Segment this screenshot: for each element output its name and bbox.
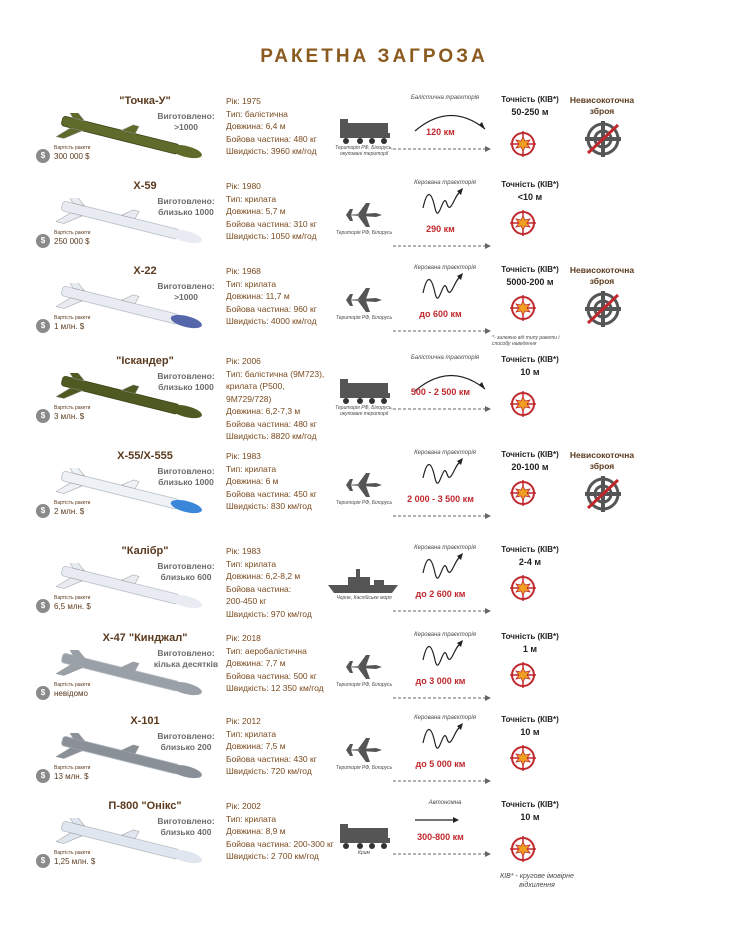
produced-info <box>150 281 222 303</box>
spec-line: Тип: крилата <box>226 558 277 569</box>
launch-location: Чорне, Каспійське моря <box>336 595 392 601</box>
produced-value: близько 400 <box>160 827 212 837</box>
dashed-arrow-icon <box>393 601 493 607</box>
produced-info <box>150 371 222 393</box>
cost-label: Вартість ракети <box>54 595 91 601</box>
launch-location: Територія РФ, Білорусь, окуповані території <box>335 405 393 417</box>
trajectory-icon <box>405 551 495 585</box>
spec-line: Бойова частина: 450 кг <box>226 488 317 499</box>
coin-icon: $ <box>36 234 50 248</box>
produced-label: Виготовлено: <box>157 816 215 826</box>
spec-line: Довжина: 6,4 м <box>226 121 286 131</box>
missile-row <box>0 180 748 270</box>
accuracy-title: Точність (КІВ*) <box>501 265 559 274</box>
spec-line: Швидкість: 4000 км/год <box>226 316 317 326</box>
crossed-target-icon <box>582 476 624 512</box>
specs <box>226 715 341 778</box>
spec-line: Рік: 2002 <box>226 801 261 811</box>
trajectory-icon <box>405 456 495 490</box>
cost-value: 1 млн. $ <box>54 322 85 331</box>
missile-name: Х-22 <box>133 265 157 277</box>
target-icon <box>510 662 536 688</box>
trajectory-label: Керована траєкторія <box>414 180 476 186</box>
truck-launcher-icon <box>328 375 398 405</box>
spec-line: Довжина: 6,2-7,3 м <box>226 406 301 416</box>
produced-value: близько 600 <box>160 572 212 582</box>
accuracy-title: Точність (КІВ*) <box>501 450 559 459</box>
coin-icon: $ <box>36 319 50 333</box>
spec-line: Тип: балістична <box>226 108 288 119</box>
produced-info <box>150 561 222 583</box>
cost-value: 3 млн. $ <box>54 412 85 421</box>
spec-line: Рік: 1968 <box>226 266 261 276</box>
specs <box>226 265 341 328</box>
spec-line: Довжина: 6,2-8,2 м <box>226 571 301 581</box>
coin-icon: $ <box>36 854 50 868</box>
produced-value: близько 1000 <box>158 207 214 217</box>
spec-line: Швидкість: 830 км/год <box>226 501 312 511</box>
spec-line: Бойова частина: 310 кг <box>226 218 317 229</box>
trajectory-label: Балістична траєкторія <box>410 95 480 101</box>
spec-line: Бойова частина: 430 кг <box>226 753 317 764</box>
spec-line: Бойова частина: 960 кг <box>226 303 317 314</box>
spec-line: Бойова частина: 480 кг <box>226 133 317 144</box>
cost-label: Вартість ракети <box>54 405 91 411</box>
produced-label: Виготовлено: <box>157 371 215 381</box>
launch-location: Територія РФ, Білорусь, окуповані території <box>335 145 393 157</box>
accuracy-value: 10 м <box>520 812 540 822</box>
cost-value: 13 млн. $ <box>54 772 89 781</box>
note: *- залежно від типу ракети і способу наведення <box>492 335 560 347</box>
spec-line: Тип: крилата <box>226 813 277 824</box>
coin-icon: $ <box>36 504 50 518</box>
specs <box>226 95 341 158</box>
target-icon <box>510 745 536 771</box>
missile-row <box>0 450 748 540</box>
cost-label: Вартість ракети <box>54 145 91 151</box>
specs <box>226 800 341 863</box>
produced-value: близько 200 <box>160 742 212 752</box>
spec-line: Рік: 2018 <box>226 633 261 643</box>
produced-label: Виготовлено: <box>157 731 215 741</box>
missile-name: Х-55/Х-555 <box>117 450 173 462</box>
missile-name: Х-101 <box>130 715 160 727</box>
spec-line: Довжина: 6 м <box>226 476 279 486</box>
footnote: КІВ* - кругове імовірне відхилення <box>500 873 574 889</box>
jet-icon <box>328 470 398 500</box>
missile-name: Х-59 <box>133 180 157 192</box>
produced-value: близько 1000 <box>158 382 214 392</box>
produced-value: близько 1000 <box>158 477 214 487</box>
accuracy-value: 10 м <box>520 367 540 377</box>
produced-label: Виготовлено: <box>157 196 215 206</box>
cost-value: невідомо <box>54 689 88 698</box>
produced-info <box>150 466 222 488</box>
target-icon <box>510 391 536 417</box>
spec-line: Тип: крилата <box>226 728 277 739</box>
spec-line: Довжина: 7,7 м <box>226 658 286 668</box>
accuracy-value: 1 м <box>522 644 538 654</box>
coin-icon: $ <box>36 769 50 783</box>
accuracy-title: Точність (КІВ*) <box>501 800 559 809</box>
coin-icon: $ <box>36 149 50 163</box>
cost-value: 6,5 млн. $ <box>54 602 91 611</box>
spec-line: Довжина: 11,7 м <box>226 291 290 301</box>
spec-line: Швидкість: 8820 км/год <box>226 431 317 441</box>
accuracy-title: Точність (КІВ*) <box>501 95 559 104</box>
accuracy-value: 20-100 м <box>511 462 549 472</box>
spec-line: Швидкість: 2 700 км/год <box>226 851 319 861</box>
produced-value: >1000 <box>174 122 198 132</box>
dashed-arrow-icon <box>393 236 493 242</box>
produced-value: кілька десятків <box>153 659 219 669</box>
jet-icon <box>328 652 398 682</box>
spec-line: Рік: 1983 <box>226 451 261 461</box>
specs <box>226 545 341 620</box>
launch-location: Територія РФ, Білорусь <box>335 682 393 688</box>
specs <box>226 180 341 243</box>
missile-name: "Точка-У" <box>119 95 171 107</box>
spec-line: крилата (Р500, <box>226 381 285 391</box>
produced-label: Виготовлено: <box>157 281 215 291</box>
dashed-arrow-icon <box>393 844 493 850</box>
spec-line: Довжина: 5,7 м <box>226 206 286 216</box>
range-value: 2 000 - 3 500 км <box>407 494 474 504</box>
coin-icon: $ <box>36 409 50 423</box>
dashed-arrow-icon <box>393 399 493 405</box>
spec-line: Довжина: 7,5 м <box>226 741 286 751</box>
cost-label: Вартість ракети <box>54 682 91 688</box>
missile-name: Х-47 "Кинджал" <box>102 632 188 644</box>
accuracy-value: <10 м <box>517 192 543 202</box>
missile-row <box>0 632 748 722</box>
accuracy-title: Точність (КІВ*) <box>501 180 559 189</box>
coin-icon: $ <box>36 599 50 613</box>
produced-label: Виготовлено: <box>157 466 215 476</box>
cost-value: 300 000 $ <box>54 152 90 161</box>
trajectory-label: Балістична траєкторія <box>410 355 480 361</box>
accuracy-title: Точність (КІВ*) <box>501 545 559 554</box>
range-value: до 600 км <box>419 309 462 319</box>
accuracy-value: 50-250 м <box>511 107 549 117</box>
missile-row <box>0 265 748 355</box>
launch-location: Територія РФ, Білорусь <box>335 230 393 236</box>
launch-location: Територія РФ, Білорусь <box>335 315 393 321</box>
produced-info <box>150 816 222 838</box>
range-value: до 5 000 км <box>415 759 466 769</box>
produced-label: Виготовлено: <box>157 111 215 121</box>
spec-line: 200-450 кг <box>226 596 267 606</box>
cost-label: Вартість ракети <box>54 500 91 506</box>
ship-icon <box>328 565 398 595</box>
specs <box>226 450 341 513</box>
target-icon <box>510 131 536 157</box>
produced-info <box>150 648 222 670</box>
accuracy-value: 10 м <box>520 727 540 737</box>
produced-label: Виготовлено: <box>157 648 215 658</box>
target-icon <box>510 210 536 236</box>
cost-label: Вартість ракети <box>54 850 91 856</box>
missile-row <box>0 95 748 185</box>
dashed-arrow-icon <box>393 506 493 512</box>
cost-label: Вартість ракети <box>54 230 91 236</box>
range-value: до 3 000 км <box>415 676 466 686</box>
spec-line: Швидкість: 3960 км/год <box>226 146 317 156</box>
spec-line: Швидкість: 12 350 км/год <box>226 683 324 693</box>
missile-name: "Іскандер" <box>116 355 174 367</box>
launch-location: Територія РФ, Білорусь <box>335 765 393 771</box>
jet-icon <box>328 735 398 765</box>
cost-label: Вартість ракети <box>54 765 91 771</box>
spec-line: Довжина: 8,9 м <box>226 826 286 836</box>
spec-line: Тип: аеробалістична <box>226 645 307 656</box>
trajectory-label: Керована траєкторія <box>414 715 476 721</box>
truck-launcher-icon <box>328 115 398 145</box>
spec-line: Рік: 1975 <box>226 96 261 106</box>
spec-line: Бойова частина: <box>226 583 292 594</box>
target-icon <box>510 480 536 506</box>
produced-info <box>150 111 222 133</box>
page-title: РАКЕТНА ЗАГРОЗА <box>260 46 488 67</box>
target-icon <box>510 295 536 321</box>
launch-location: Територія РФ, Білорусь <box>335 500 393 506</box>
range-value: 120 км <box>426 127 455 137</box>
cost-value: 2 млн. $ <box>54 507 85 516</box>
trajectory-icon <box>405 186 495 220</box>
jet-icon <box>328 200 398 230</box>
spec-line: Тип: балістична (9М723), <box>226 368 325 379</box>
spec-line: Тип: крилата <box>226 463 277 474</box>
produced-value: >1000 <box>174 292 198 302</box>
range-value: 300-800 км <box>417 832 464 842</box>
target-icon <box>510 575 536 601</box>
spec-line: Рік: 2006 <box>226 356 261 366</box>
specs <box>226 355 341 443</box>
crossed-target-icon <box>582 291 624 327</box>
truck-launcher-icon <box>328 820 398 850</box>
spec-line: Бойова частина: 480 кг <box>226 418 317 429</box>
spec-line: Бойова частина: 200-300 кг <box>226 838 334 849</box>
produced-info <box>150 196 222 218</box>
missile-row <box>0 545 748 635</box>
spec-line: Швидкість: 1050 км/год <box>226 231 317 241</box>
missile-name: П-800 "Онікс" <box>108 800 182 812</box>
dashed-arrow-icon <box>393 688 493 694</box>
coin-icon: $ <box>36 686 50 700</box>
cost-value: 1,25 млн. $ <box>54 857 96 866</box>
cost-label: Вартість ракети <box>54 315 91 321</box>
spec-line: Тип: крилата <box>226 278 277 289</box>
accuracy-title: Точність (КІВ*) <box>501 632 559 641</box>
produced-info <box>150 731 222 753</box>
accuracy-value: 2-4 м <box>518 557 542 567</box>
spec-line: Бойова частина: 500 кг <box>226 670 317 681</box>
trajectory-icon <box>405 721 495 755</box>
range-value: 500 - 2 500 км <box>410 387 471 397</box>
trajectory-label: Керована траєкторія <box>414 545 476 551</box>
trajectory-label: Керована траєкторія <box>414 265 476 271</box>
accuracy-value: 5000-200 м <box>506 277 554 287</box>
air-defense-label: Невисокоточна зброя <box>569 265 635 286</box>
trajectory-label: Керована траєкторія <box>414 450 476 456</box>
cost-value: 250 000 $ <box>54 237 90 246</box>
produced-label: Виготовлено: <box>157 561 215 571</box>
dashed-arrow-icon <box>393 771 493 777</box>
missile-row <box>0 715 748 805</box>
air-defense-label: Невисокоточна зброя <box>569 95 635 116</box>
crossed-target-icon <box>582 121 624 157</box>
accuracy-title: Точність (КІВ*) <box>501 355 559 364</box>
spec-line: Рік: 2012 <box>226 716 261 726</box>
trajectory-label: Автономна <box>428 800 462 806</box>
range-value: 290 км <box>426 224 455 234</box>
specs <box>226 632 341 695</box>
spec-line: Рік: 1980 <box>226 181 261 191</box>
launch-location: Крим <box>358 850 370 856</box>
missile-name: "Калібр" <box>121 545 169 557</box>
spec-line: Швидкість: 720 км/год <box>226 766 312 776</box>
spec-line: 9М729/728) <box>226 393 272 404</box>
missile-row <box>0 800 748 890</box>
accuracy-title: Точність (КІВ*) <box>501 715 559 724</box>
spec-line: Швидкість: 970 км/год <box>226 608 312 619</box>
missile-row <box>0 355 748 445</box>
trajectory-label: Керована траєкторія <box>414 632 476 638</box>
target-icon <box>510 836 536 862</box>
trajectory-icon <box>405 638 495 672</box>
spec-line: Тип: крилата <box>226 193 277 204</box>
trajectory-icon <box>405 271 495 305</box>
dashed-arrow-icon <box>393 321 493 327</box>
dashed-arrow-icon <box>393 139 493 145</box>
air-defense-label: Невисокоточна зброя <box>569 450 635 471</box>
spec-line: Рік: 1983 <box>226 546 261 556</box>
range-value: до 2 600 км <box>415 589 466 599</box>
jet-icon <box>328 285 398 315</box>
